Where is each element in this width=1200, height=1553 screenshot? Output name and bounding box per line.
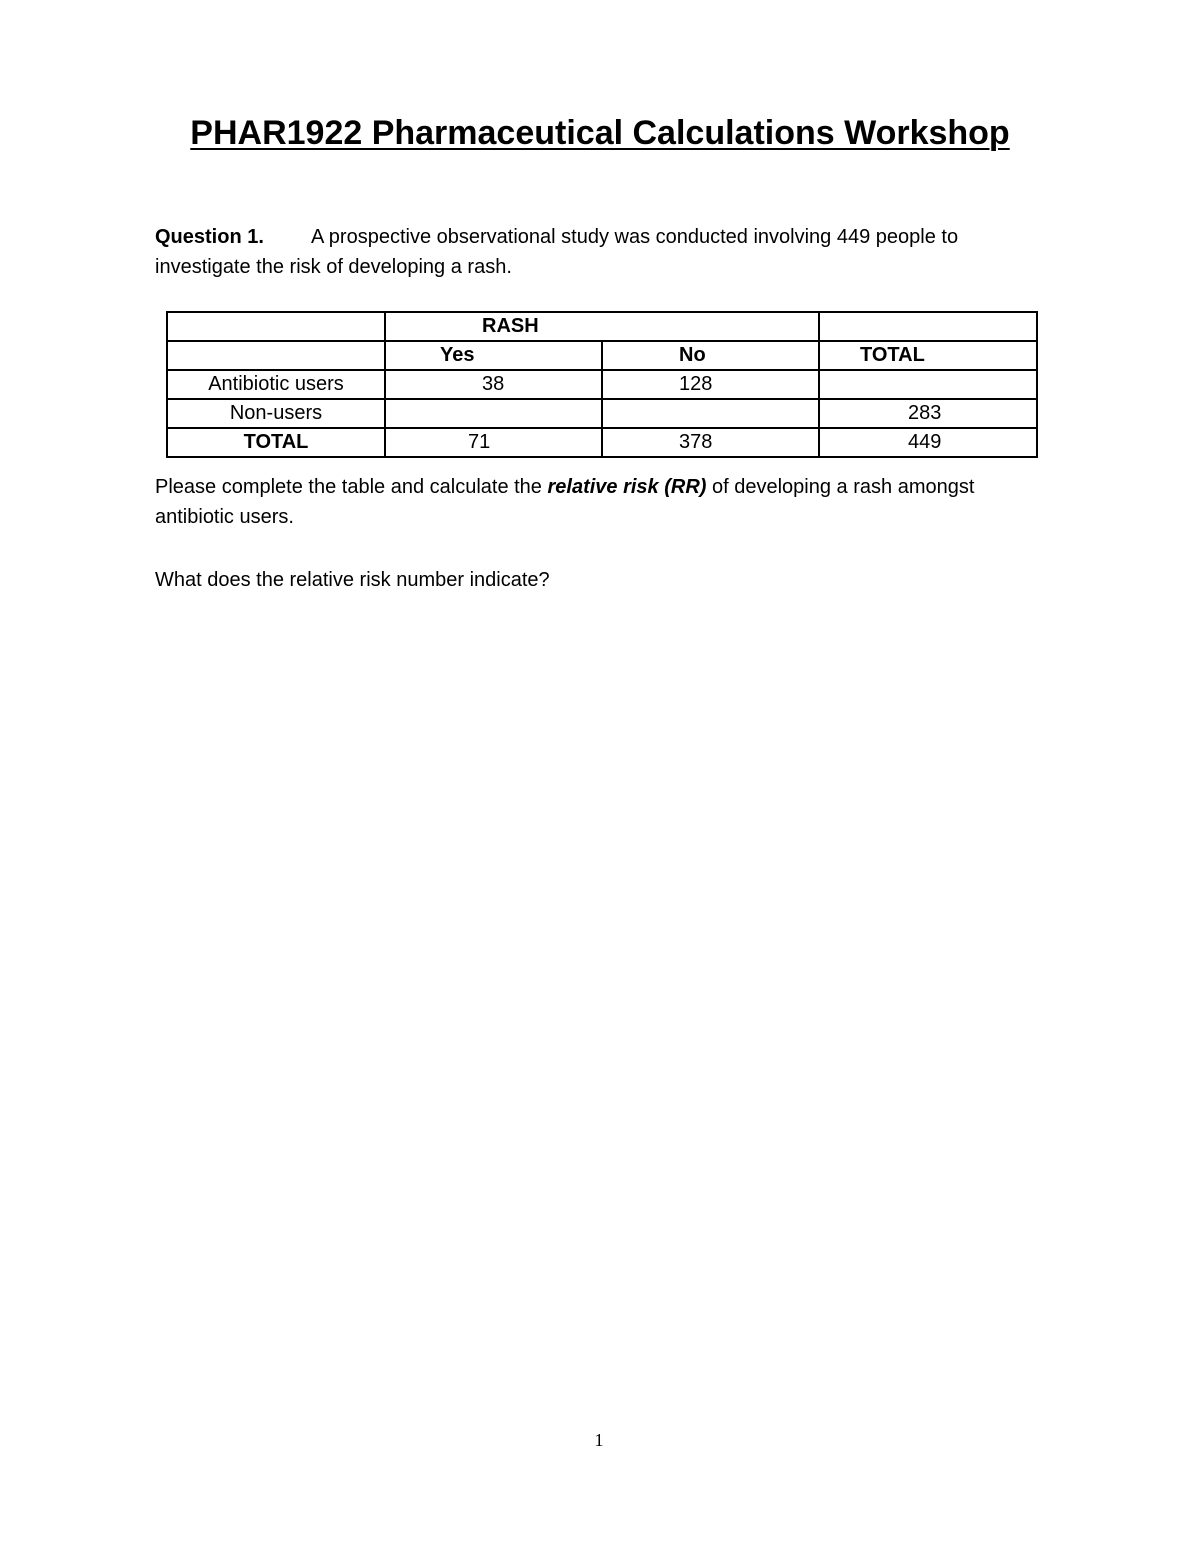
question-paragraph [155, 222, 1035, 282]
column-header-total: TOTAL [819, 341, 1037, 370]
row-label-non-users: Non-users [167, 399, 385, 428]
instruction-text-continued: antibiotic users. [155, 506, 294, 528]
table-row [167, 399, 1037, 428]
cell-nonusers-no [602, 399, 819, 428]
table-cell-empty [819, 312, 1037, 341]
rash-group-header: RASH [385, 312, 819, 341]
instruction-text: Please complete the table and calculate the [155, 476, 548, 498]
rash-contingency-table [166, 311, 1038, 458]
cell-antibiotic-no: 128 [602, 370, 819, 399]
cell-total-yes: 71 [385, 428, 602, 457]
follow-up-question: What does the relative risk number indicate? [155, 569, 550, 591]
cell-nonusers-total: 283 [819, 399, 1037, 428]
cell-total-no: 378 [602, 428, 819, 457]
page-title: PHAR1922 Pharmaceutical Calculations Workshop [190, 114, 1010, 152]
column-header-no: No [602, 341, 819, 370]
table-column-header-row [167, 341, 1037, 370]
row-label-total: TOTAL [167, 428, 385, 457]
table-cell-empty [167, 312, 385, 341]
question-label: Question 1. [155, 226, 264, 248]
table-cell-empty [167, 341, 385, 370]
row-label-antibiotic-users: Antibiotic users [167, 370, 385, 399]
instruction-paragraph [155, 472, 1035, 532]
table-row [167, 428, 1037, 457]
table-row [167, 370, 1037, 399]
page-number: 1 [594, 1430, 604, 1450]
cell-total-total: 449 [819, 428, 1037, 457]
question-text-continued: investigate the risk of developing a rash. [155, 256, 512, 278]
instruction-emphasis: relative risk (RR) [547, 476, 707, 498]
table-group-header-row [167, 312, 1037, 341]
column-header-yes: Yes [385, 341, 602, 370]
question-text: A prospective observational study was conducted involving 449 people to [311, 226, 959, 248]
instruction-text-after: of developing a rash amongst [706, 476, 975, 498]
cell-antibiotic-total [819, 370, 1037, 399]
cell-nonusers-yes [385, 399, 602, 428]
cell-antibiotic-yes: 38 [385, 370, 602, 399]
